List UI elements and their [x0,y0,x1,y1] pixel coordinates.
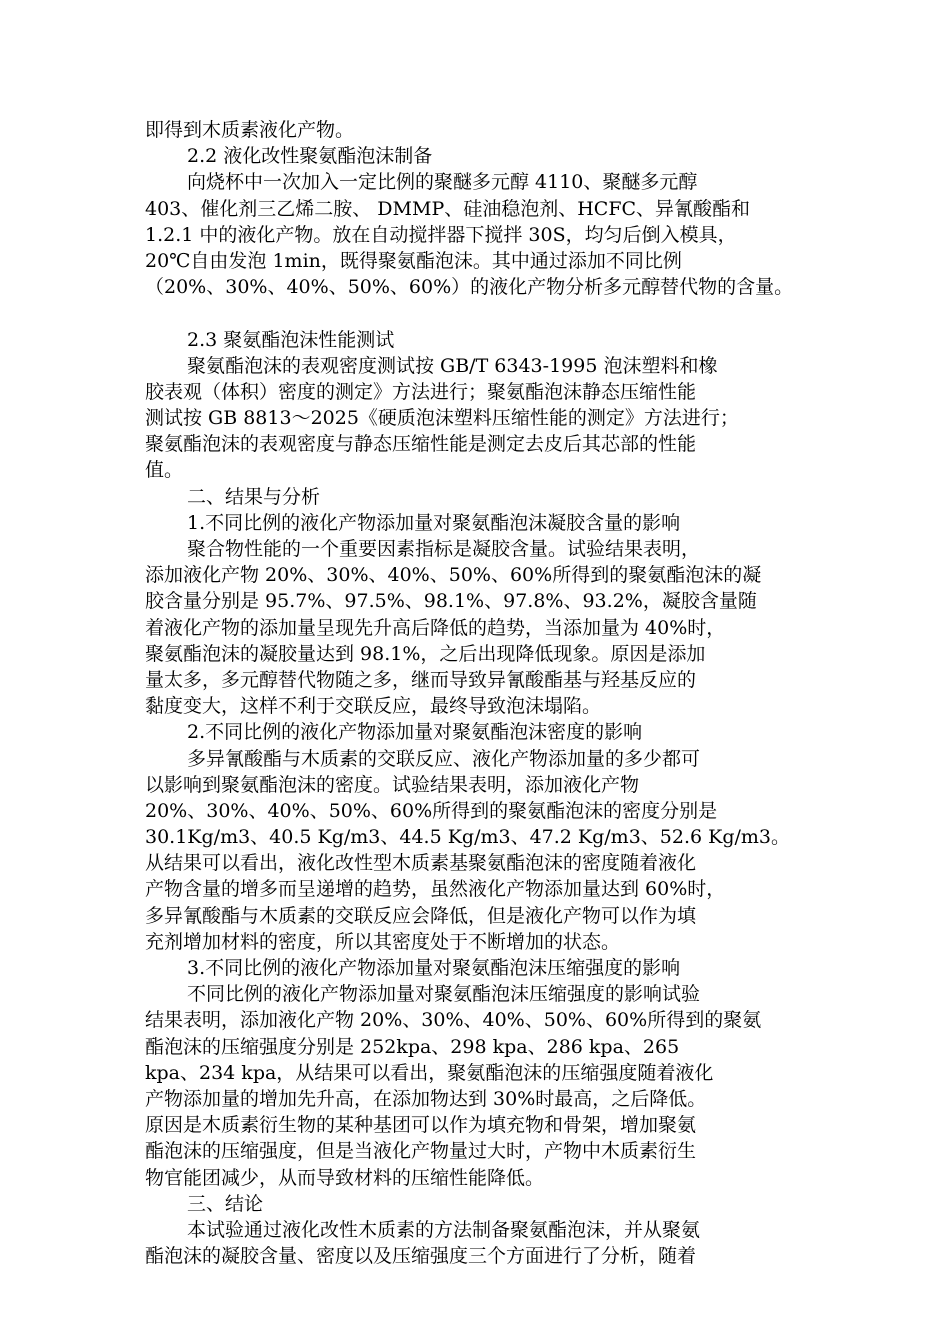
document-body [145,117,815,1269]
text-line: 胶含量分别是 95.7%、97.5%、98.1%、97.8%、93.2%，凝胶含量随 [145,590,757,613]
text-line: 3.不同比例的液化产物添加量对聚氨酯泡沫压缩强度的影响 [187,957,681,979]
blank-line [145,300,815,326]
text-line: 二、结果与分析 [187,485,321,508]
text-line: 聚氨酯泡沫的表观密度测试按 GB/T 6343-1995 泡沫塑料和橡 [187,354,718,377]
text-line: 产物含量的增多而呈递增的趋势，虽然液化产物添加量达到 60%时， [145,878,726,901]
text-line: 聚氨酯泡沫的表观密度与静态压缩性能是测定去皮后其芯部的性能 [145,433,697,456]
text-line: （20%、30%、40%、50%、60%）的液化产物分析多元醇替代物的含量。 [145,276,794,299]
text-line: 充剂增加材料的密度，所以其密度处于不断增加的状态。 [145,930,621,953]
text-line: 酯泡沫的压缩强度分别是 252kpa、298 kpa、286 kpa、265 [145,1035,680,1058]
text-line: 20%、30%、40%、50%、60%所得到的聚氨酯泡沫的密度分别是 [145,799,718,822]
text-line: 酯泡沫的压缩强度，但是当液化产物量过大时，产物中木质素衍生 [145,1140,697,1163]
text-line: 聚氨酯泡沫的凝胶量达到 98.1%，之后出现降低现象。原因是添加 [145,642,706,665]
text-line: 即得到木质素液化产物。 [145,119,355,141]
text-line: 多异氰酸酯与木质素的交联反应会降低，但是液化产物可以作为填 [145,904,697,927]
text-line: 以影响到聚氨酯泡沫的密度。试验结果表明，添加液化产物 [145,773,640,796]
text-line: 本试验通过液化改性木质素的方法制备聚氨酯泡沫，并从聚氨 [187,1218,701,1241]
text-line: 测试按 GB 8813～2025《硬质泡沫塑料压缩性能的测定》方法进行； [145,407,739,430]
text-line: 产物添加量的增加先升高，在添加物达到 30%时最高，之后降低。 [145,1087,707,1110]
text-line: 结果表明，添加液化产物 20%、30%、40%、50%、60%所得到的聚氨 [145,1009,762,1032]
text-line: 值。 [145,459,184,482]
text-line: 1.2.1 中的液化产物。放在自动搅拌器下搅拌 30S，均匀后倒入模具， [145,223,737,246]
text-line: 从结果可以看出，液化改性型木质素基聚氨酯泡沫的密度随着液化 [145,852,697,875]
text-line: 聚合物性能的一个重要因素指标是凝胶含量。试验结果表明， [187,538,701,560]
text-line: 添加液化产物 20%、30%、40%、50%、60%所得到的聚氨酯泡沫的凝 [145,564,762,587]
text-line: 酯泡沫的凝胶含量、密度以及压缩强度三个方面进行了分析，随着 [145,1245,697,1268]
text-line: 量太多，多元醇替代物随之多，继而导致异氰酸酯基与羟基反应的 [145,668,697,691]
text-line: 2.3 聚氨酯泡沫性能测试 [187,328,395,351]
text-line: 原因是木质素衍生物的某种基团可以作为填充物和骨架，增加聚氨 [145,1114,697,1137]
text-line: kpa、234 kpa，从结果可以看出，聚氨酯泡沫的压缩强度随着液化 [145,1061,714,1084]
text-line: 2.2 液化改性聚氨酯泡沫制备 [187,145,433,168]
text-line: 三、结论 [187,1192,264,1215]
text-line: 20℃自由发泡 1min，既得聚氨酯泡沫。其中通过添加不同比例 [145,249,682,272]
text-line: 物官能团减少，从而导致材料的压缩性能降低。 [145,1166,545,1189]
text-line: 403、催化剂三乙烯二胺、 DMMP、硅油稳泡剂、HCFC、异氰酸酯和 [145,197,751,220]
text-line: 着液化产物的添加量呈现先升高后降低的趋势，当添加量为 40%时， [145,616,726,639]
text-line: 30.1Kg/m3、40.5 Kg/m3、44.5 Kg/m3、47.2 Kg/m3、52.6 Kg/m3。 [145,826,790,849]
text-line: 2.不同比例的液化产物添加量对聚氨酯泡沫密度的影响 [187,721,643,744]
text-line: 不同比例的液化产物添加量对聚氨酯泡沫压缩强度的影响试验 [187,983,701,1006]
text-line: 多异氰酸酯与木质素的交联反应、液化产物添加量的多少都可 [187,747,701,770]
text-line: 1.不同比例的液化产物添加量对聚氨酯泡沫凝胶含量的影响 [187,511,681,534]
text-line: 黏度变大，这样不利于交联反应，最终导致泡沫塌陷。 [145,695,602,718]
text-line: 向烧杯中一次加入一定比例的聚醚多元醇 4110、聚醚多元醇 [187,171,698,194]
text-line: 胶表观（体积）密度的测定》方法进行；聚氨酯泡沫静态压缩性能 [145,380,697,403]
